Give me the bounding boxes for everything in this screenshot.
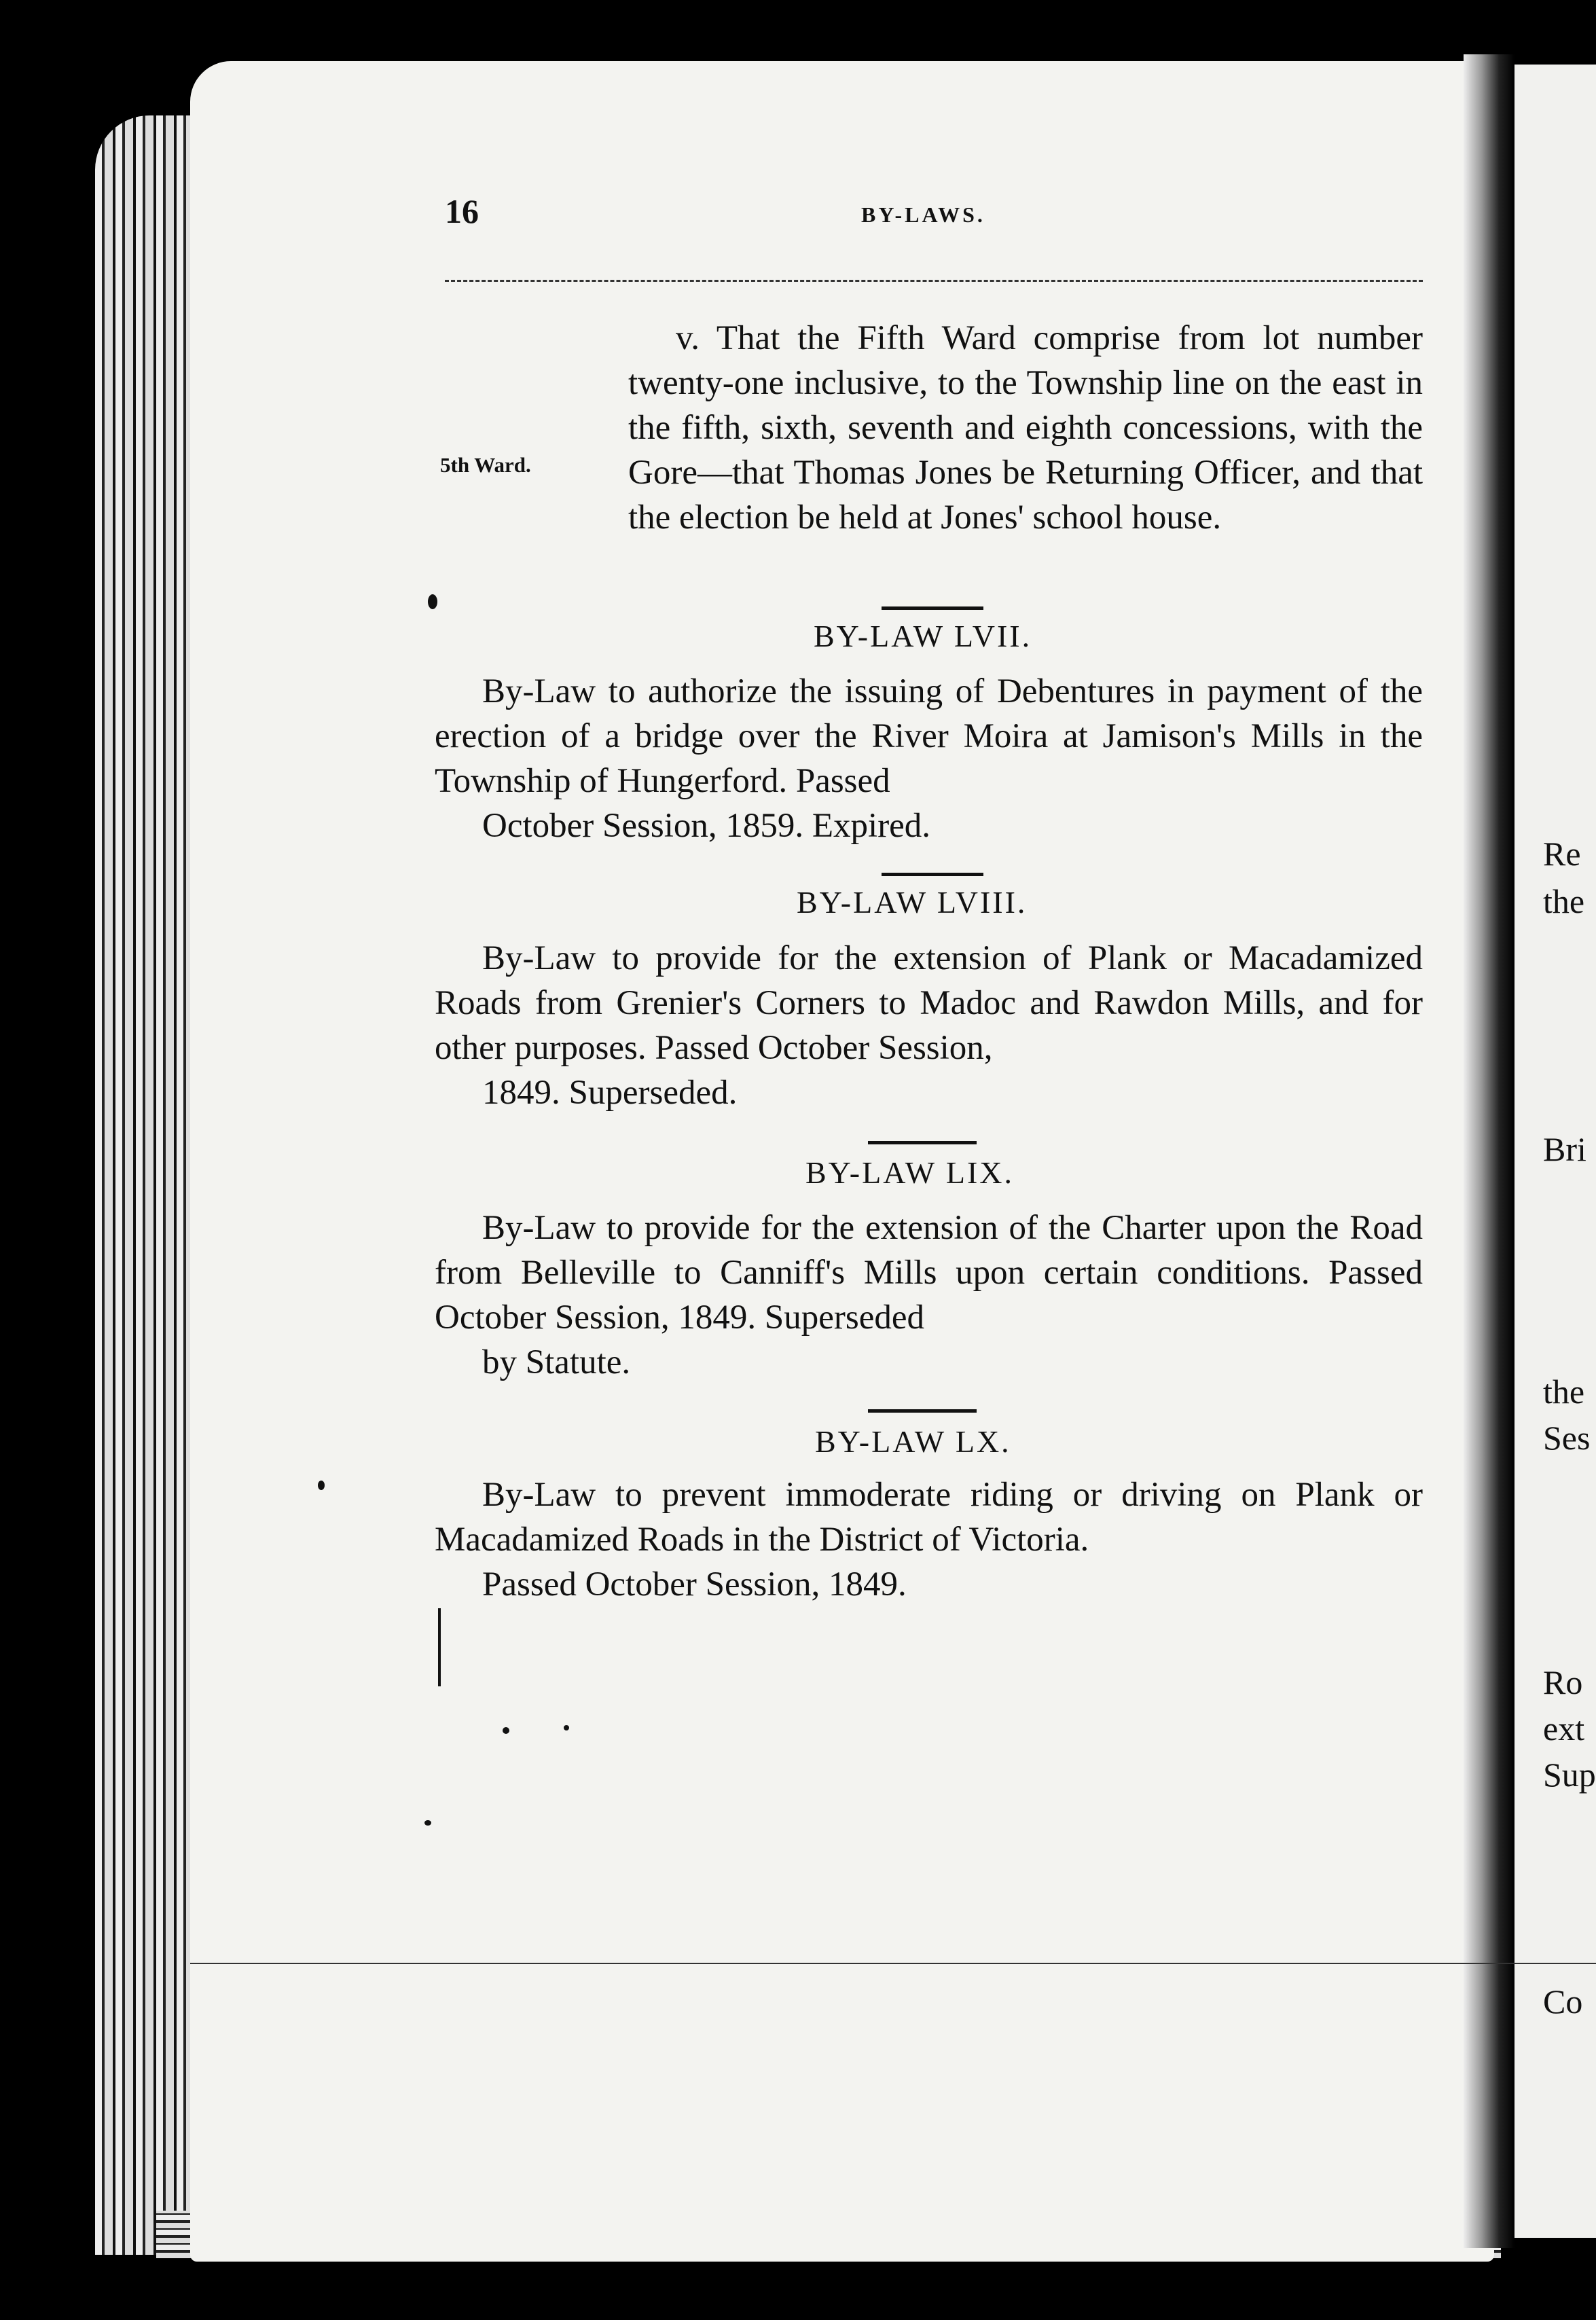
- bylaw-title: BY-LAW LVII.: [814, 619, 1032, 653]
- scan-speck: [424, 1820, 431, 1826]
- bylaw-text: [435, 936, 1423, 1115]
- ward-clause-text: v. That the Fifth Ward comprise from lot number twenty-one inclusive, to the Township line on the east in the fifth, sixth, seventh and eighth concessions, with the Gore—that Thomas Jones be Returning Officer, and that the election be held at Jones' school house.: [628, 319, 1423, 537]
- facing-page-fragment: the: [1543, 1373, 1585, 1411]
- page-number: 16: [445, 192, 479, 230]
- facing-page-fragment: Ro: [1543, 1663, 1583, 1701]
- facing-page-fragment: Re: [1543, 835, 1581, 873]
- bylaw-body: By-Law to prevent immoderate riding or driving on Plank or Macadamized Roads in the District of Victoria.: [435, 1476, 1423, 1559]
- section-separator: [882, 873, 983, 876]
- bylaw-title: BY-LAW LVIII.: [797, 885, 1028, 920]
- facing-page-fragment: Sup: [1543, 1756, 1596, 1794]
- running-head: BY-LAWS.: [861, 202, 985, 227]
- bylaw-text: [435, 669, 1423, 848]
- facing-page-fragment: Bri: [1543, 1130, 1586, 1168]
- scan-speck: [564, 1725, 569, 1730]
- bylaw-body: By-Law to provide for the extension of Plank or Macadamized Roads from Grenier's Corners to Madoc and Rawdon Mills, and for other purposes. Passed October Session,: [435, 939, 1423, 1067]
- bylaw-text: [435, 1206, 1423, 1385]
- facing-page-fragment: ext: [1543, 1709, 1585, 1747]
- facing-page-fragment: the: [1543, 882, 1585, 920]
- scan-speck: [438, 1608, 441, 1686]
- page-bottom-rule: [190, 1963, 1596, 1964]
- scan-speck: [428, 594, 437, 609]
- section-separator: [868, 1141, 977, 1144]
- book-gutter: [1464, 54, 1515, 2248]
- bylaw-last-line: 1849. Superseded.: [482, 1074, 738, 1112]
- bylaw-last-line: by Statute.: [482, 1343, 631, 1381]
- bylaw-title: BY-LAW LX.: [815, 1424, 1011, 1459]
- facing-page-fragment: Ses: [1543, 1419, 1591, 1457]
- header-rule: [445, 280, 1423, 282]
- section-separator: [868, 1409, 977, 1413]
- bylaw-last-line: Passed October Session, 1849.: [482, 1565, 907, 1603]
- bylaw-text: [435, 1472, 1423, 1607]
- bylaw-body: By-Law to provide for the extension of the Charter upon the Road from Belleville to Canniff's Mills upon certain conditions. Passed October Session, 1849. Superseded: [435, 1209, 1423, 1337]
- bylaw-title: BY-LAW LIX.: [805, 1155, 1014, 1190]
- scan-speck: [318, 1481, 325, 1490]
- bylaw-body: By-Law to authorize the issuing of Debentures in payment of the erection of a bridge over the River Moira at Jamison's Mills in the Township of Hungerford. Passed: [435, 672, 1423, 800]
- scan-speck: [503, 1727, 509, 1734]
- margin-note: 5th Ward.: [440, 453, 531, 477]
- facing-page-fragment: Co: [1543, 1982, 1583, 2020]
- section-separator: [882, 606, 983, 610]
- bylaw-last-line: October Session, 1859. Expired.: [482, 807, 931, 845]
